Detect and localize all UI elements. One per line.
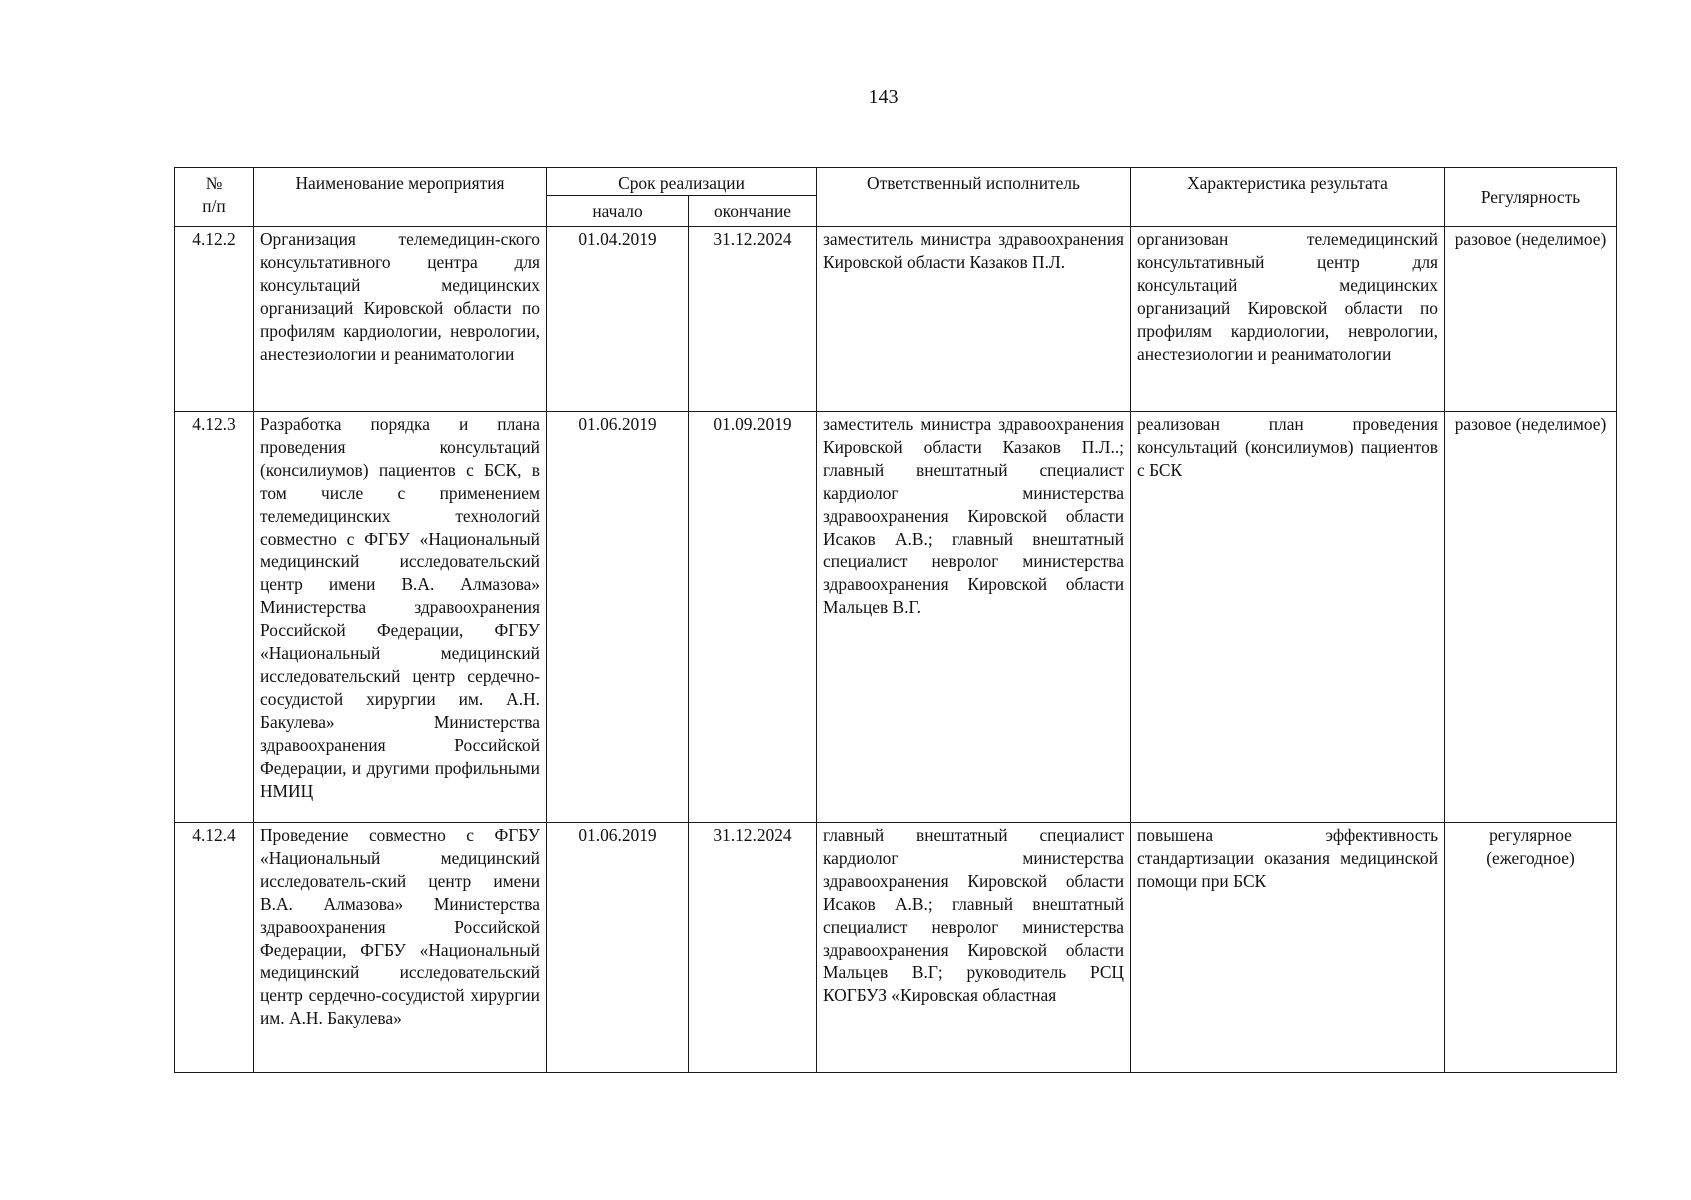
activities-table <box>174 167 1617 1073</box>
activity-name: Организация телемедицин-ского консультативного центра для консультаций медицинских организаций Кировской области по профилям кардиологии, неврологии, анестезиологии и реаниматологии <box>254 227 547 412</box>
start-date: 01.04.2019 <box>547 227 689 412</box>
responsible-executor: заместитель министра здравоохранения Кировской области Казаков П.Л. <box>817 227 1131 412</box>
table-row <box>175 412 1617 823</box>
page-number: 143 <box>868 86 899 108</box>
result-description: организован телемедицинский консультативный центр для консультаций медицинских организаций Кировской области по профилям кардиологии, неврологии, анестезиологии и реаниматологии <box>1131 227 1445 412</box>
table-row <box>175 227 1617 412</box>
header-end: окончание <box>689 196 817 227</box>
end-date: 31.12.2024 <box>689 823 817 1073</box>
row-number: 4.12.2 <box>175 227 254 412</box>
responsible-executor: заместитель министра здравоохранения Кировской области Казаков П.Л..; главный внештатный специалист кардиолог министерства здравоохранения Кировской области Исаков А.В.; главный внештатный специалист невролог министерства здравоохранения Кировской области Мальцев В.Г. <box>817 412 1131 823</box>
row-number: 4.12.4 <box>175 823 254 1073</box>
header-num-text: № п/п <box>202 173 226 216</box>
row-number: 4.12.3 <box>175 412 254 823</box>
end-date: 01.09.2019 <box>689 412 817 823</box>
table-row <box>175 823 1617 1073</box>
header-executor: Ответственный исполнитель <box>817 168 1131 227</box>
activity-name: Проведение совместно с ФГБУ «Национальный медицинский исследователь-ский центр имени В.А. Алмазова» Министерства здравоохранения Российской Федерации, ФГБУ «Национальный медицинский исследовательский центр сердечно-сосудистой хирургии им. А.Н. Бакулева» <box>254 823 547 1073</box>
result-description: повышена эффективность стандартизации оказания медицинской помощи при БСК <box>1131 823 1445 1073</box>
end-date: 31.12.2024 <box>689 227 817 412</box>
responsible-executor: главный внештатный специалист кардиолог министерства здравоохранения Кировской области Исаков А.В.; главный внештатный специалист невролог министерства здравоохранения Кировской области Мальцев В.Г; руководитель РСЦ КОГБУЗ «Кировская областная <box>817 823 1131 1073</box>
activity-name: Разработка порядка и плана проведения консультаций (консилиумов) пациентов с БСК, в том числе с применением телемедицинских технологий совместно с ФГБУ «Национальный медицинский исследовательский центр имени В.А. Алмазова» Министерства здравоохранения Российской Федерации, ФГБУ «Национальный медицинский исследовательский центр сердечно-сосудистой хирургии им. А.Н. Бакулева» Министерства здравоохранения Российской Федерации, и другими профильными НМИЦ <box>254 412 547 823</box>
header-result: Характеристика результата <box>1131 168 1445 227</box>
header-start: начало <box>547 196 689 227</box>
start-date: 01.06.2019 <box>547 412 689 823</box>
header-num <box>175 168 254 227</box>
header-regularity <box>1445 168 1617 227</box>
table-header <box>175 168 1617 227</box>
header-regularity-text: Регулярность <box>1480 186 1581 207</box>
header-name: Наименование мероприятия <box>254 168 547 227</box>
header-period: Срок реализации <box>547 168 817 196</box>
start-date: 01.06.2019 <box>547 823 689 1073</box>
result-description: реализован план проведения консультаций (консилиумов) пациентов с БСК <box>1131 412 1445 823</box>
regularity: разовое (неделимое) <box>1445 412 1617 823</box>
regularity: разовое (неделимое) <box>1445 227 1617 412</box>
regularity: регулярное (ежегодное) <box>1445 823 1617 1073</box>
